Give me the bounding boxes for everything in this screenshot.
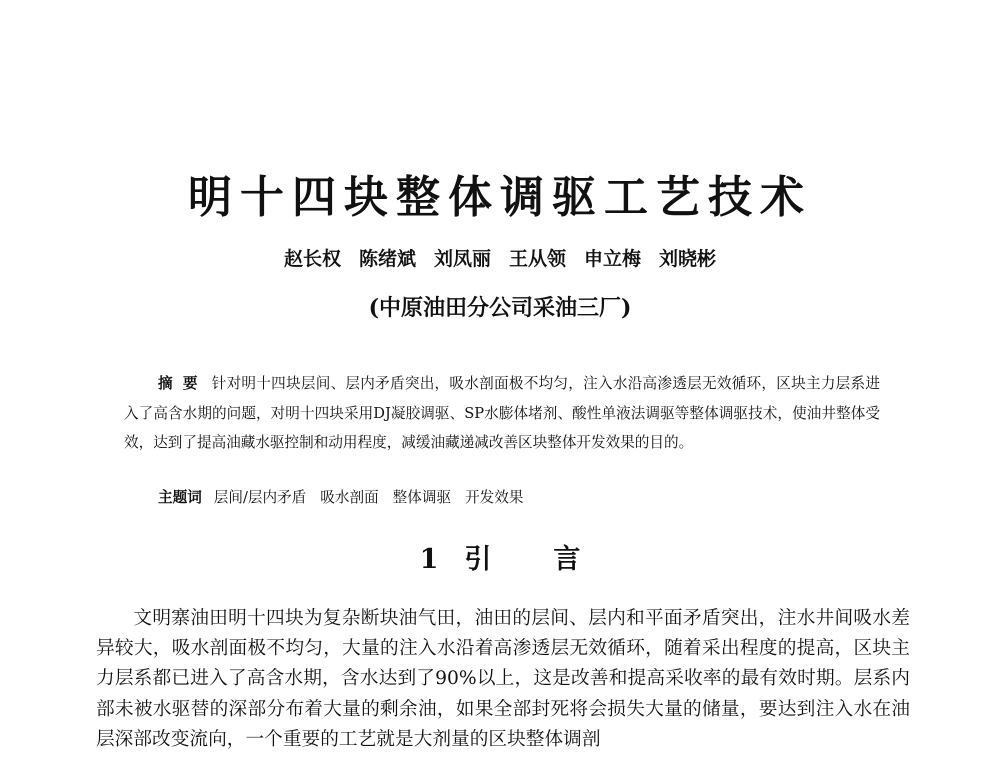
keyword: 吸水剖面 bbox=[320, 489, 379, 506]
keywords bbox=[158, 486, 537, 510]
author-list bbox=[0, 246, 1000, 272]
abstract-text: 针对明十四块层间、层内矛盾突出，吸水剖面极不均匀，注入水沿高渗透层无效循环，区块主力层系进入了高含水期的问题，对明十四块采用DJ凝胶调驱、SP水膨体堵剂、酸性单液法调驱等整体调驱技术，使油井整体受效，达到了提高油藏水驱控制和动用程度，减缓油藏递减改善区块整体开发效果的目的。 bbox=[124, 375, 880, 451]
keyword: 整体调驱 bbox=[392, 489, 452, 506]
author-name: 申立梅 bbox=[584, 248, 642, 270]
section-title-part: 引 bbox=[464, 544, 492, 575]
author-name: 刘晓彬 bbox=[659, 248, 717, 270]
author-name: 赵长权 bbox=[283, 248, 341, 270]
body-text bbox=[96, 604, 910, 755]
keyword: 层间/层内矛盾 bbox=[213, 489, 307, 506]
author-name: 陈绪斌 bbox=[358, 248, 416, 270]
section-title-part: 言 bbox=[553, 544, 581, 575]
paper-title: 明十四块整体调驱工艺技术 bbox=[188, 172, 812, 223]
affiliation: (中原油田分公司采油三厂) bbox=[368, 295, 632, 321]
section-number: 1 bbox=[419, 544, 439, 575]
body-paragraph: 文明寨油田明十四块为复杂断块油气田，油田的层间、层内和平面矛盾突出，注水井间吸水差异较大，吸水剖面极不均匀，大量的注入水沿着高渗透层无效循环，随着采出程度的提高，区块主力层系都已进入了高含水期，含水达到了90%以上，这是改善和提高采收率的最有效时期。层系内部未被水驱替的深部分布着大量的剩余油，如果全部封死将会损失大量的储量，要达到注入水在油层深部改变流向，一个重要的工艺就是大剂量的区块整体调剖 bbox=[96, 608, 910, 750]
keywords-label: 主题词 bbox=[158, 489, 202, 506]
author-name: 王从领 bbox=[509, 248, 567, 270]
author-name: 刘凤丽 bbox=[433, 248, 491, 270]
abstract-label: 摘要 bbox=[158, 375, 208, 392]
abstract bbox=[124, 369, 880, 458]
section-heading bbox=[0, 540, 1000, 580]
keyword: 开发效果 bbox=[465, 489, 524, 506]
